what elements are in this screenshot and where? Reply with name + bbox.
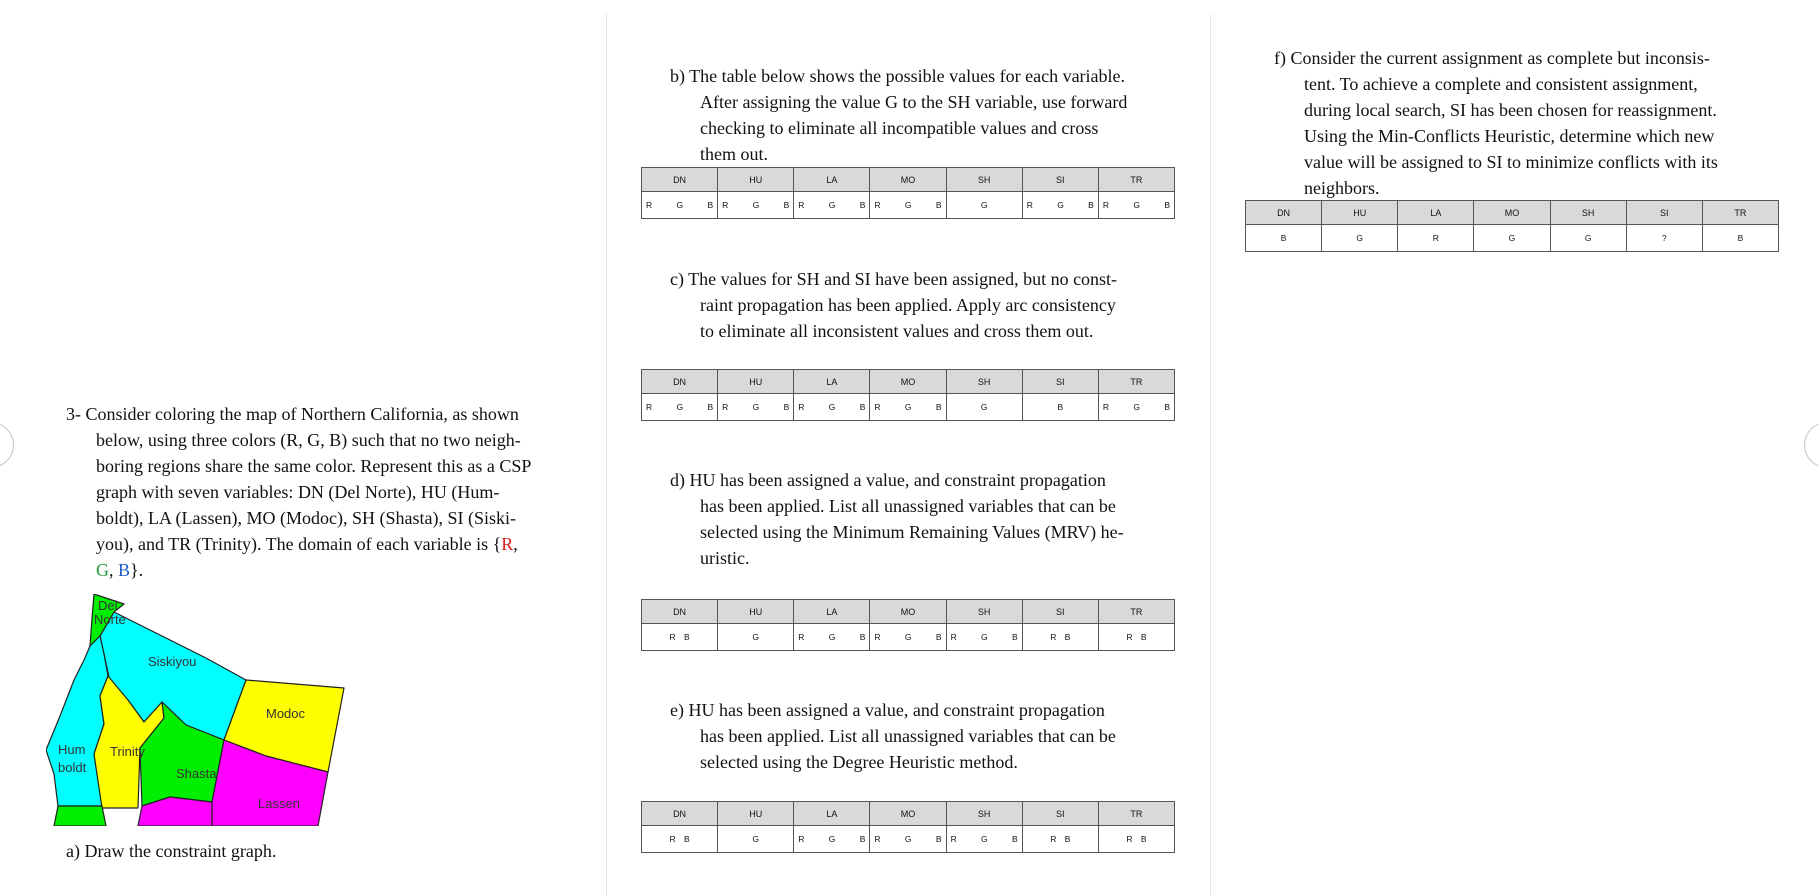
question-line-3: boring regions share the same color. Represent this as a CSP	[96, 456, 532, 476]
table-c-cell-la[interactable]: R G B	[794, 394, 870, 421]
part-f-line-1: f) Consider the current assignment as complete but inconsis-	[1274, 48, 1710, 68]
table-d-col-mo: MO	[870, 600, 946, 624]
map-region-mendocino-strip	[54, 806, 106, 826]
part-b-line-2: After assigning the value G to the SH variable, use forward	[700, 92, 1128, 112]
table-e-cell-la[interactable]: R G B	[794, 826, 870, 853]
table-d-cell-sh[interactable]: R G B	[946, 624, 1022, 651]
table-b-cell-hu[interactable]: R G B	[718, 192, 794, 219]
part-c-line-3: to eliminate all inconsistent values and cross them out.	[700, 321, 1094, 341]
domain-table-b	[641, 167, 1175, 219]
table-c-cell-hu[interactable]: R G B	[718, 394, 794, 421]
table-b-cell-si[interactable]: R G B	[1022, 192, 1098, 219]
table-d-cell-si[interactable]: R B	[1022, 624, 1098, 651]
table-b-col-hu: HU	[718, 168, 794, 192]
map-label-shasta: Shasta	[176, 766, 217, 781]
part-e-line-2: has been applied. List all unassigned variables that can be	[700, 726, 1116, 746]
part-f-text	[1274, 45, 1778, 201]
domain-value-b: B	[118, 560, 131, 580]
part-c-line-1: c) The values for SH and SI have been assigned, but no const-	[670, 269, 1118, 289]
domain-table-d	[641, 599, 1175, 651]
page-divider-2	[1210, 14, 1211, 896]
domain-value-r: R	[501, 534, 514, 554]
part-d-line-1: d) HU has been assigned a value, and constraint propagation	[670, 470, 1106, 490]
table-c-cell-tr[interactable]: R G B	[1098, 394, 1174, 421]
table-e-col-si: SI	[1022, 802, 1098, 826]
table-e-col-la: LA	[794, 802, 870, 826]
page-divider-1	[606, 14, 607, 896]
question-line-7	[66, 557, 572, 583]
part-c-line-2: raint propagation has been applied. Apply arc consistency	[700, 295, 1116, 315]
table-f-col-hu: HU	[1322, 201, 1398, 225]
table-b-cell-sh[interactable]: G	[946, 192, 1022, 219]
domain-separator-1: ,	[513, 534, 518, 554]
map-label-humboldt-2: boldt	[58, 760, 87, 775]
part-e-line-3: selected using the Degree Heuristic method.	[700, 752, 1018, 772]
assignment-table-f	[1245, 200, 1779, 252]
table-d-cell-dn[interactable]: R B	[642, 624, 718, 651]
map-label-humboldt-1: Hum	[58, 742, 86, 757]
table-f-col-mo: MO	[1474, 201, 1550, 225]
table-c-col-tr: TR	[1098, 370, 1174, 394]
table-b-col-sh: SH	[946, 168, 1022, 192]
question-line-2: below, using three colors (R, G, B) such that no two neigh-	[96, 430, 521, 450]
table-d-col-sh: SH	[946, 600, 1022, 624]
part-e-line-1: e) HU has been assigned a value, and constraint propagation	[670, 700, 1105, 720]
map-label-del-norte-2: Norte	[94, 612, 126, 627]
part-d-text	[670, 467, 1174, 571]
table-f-cell-mo[interactable]: G	[1474, 225, 1550, 252]
table-d-cell-mo[interactable]: R G B	[870, 624, 946, 651]
table-b-cell-tr[interactable]: R G B	[1098, 192, 1174, 219]
table-b-cell-la[interactable]: R G B	[794, 192, 870, 219]
table-b-col-mo: MO	[870, 168, 946, 192]
table-e-cell-dn[interactable]: R B	[642, 826, 718, 853]
table-f-cell-sh[interactable]: G	[1550, 225, 1626, 252]
table-d-col-hu: HU	[718, 600, 794, 624]
domain-table-c	[641, 369, 1175, 421]
table-f-col-tr: TR	[1702, 201, 1778, 225]
table-d-header-row	[642, 600, 1175, 624]
northern-california-map	[46, 594, 346, 826]
part-d-line-2: has been applied. List all unassigned variables that can be	[700, 496, 1116, 516]
table-c-col-si: SI	[1022, 370, 1098, 394]
table-d-col-si: SI	[1022, 600, 1098, 624]
part-f-line-5: value will be assigned to SI to minimize conflicts with its	[1304, 152, 1718, 172]
part-a-line: a) Draw the constraint graph.	[66, 841, 277, 861]
table-e-cell-hu[interactable]: G	[718, 826, 794, 853]
table-c-cell-dn[interactable]: R G B	[642, 394, 718, 421]
map-label-trinity: Trinity	[110, 744, 145, 759]
part-d-line-4: uristic.	[700, 548, 750, 568]
next-page-button[interactable]	[1804, 422, 1818, 468]
table-e-col-sh: SH	[946, 802, 1022, 826]
table-e-cell-mo[interactable]: R G B	[870, 826, 946, 853]
question-line-5: boldt), LA (Lassen), MO (Modoc), SH (Shasta), SI (Siski-	[96, 508, 516, 528]
question-line-6	[66, 531, 572, 557]
table-b-cell-dn[interactable]: R G B	[642, 192, 718, 219]
table-d-cell-la[interactable]: R G B	[794, 624, 870, 651]
table-b-col-la: LA	[794, 168, 870, 192]
table-e-value-row	[642, 826, 1175, 853]
table-f-cell-la[interactable]: R	[1398, 225, 1474, 252]
table-f-col-sh: SH	[1550, 201, 1626, 225]
table-c-col-sh: SH	[946, 370, 1022, 394]
table-e-cell-si[interactable]: R B	[1022, 826, 1098, 853]
table-c-col-hu: HU	[718, 370, 794, 394]
table-b-col-tr: TR	[1098, 168, 1174, 192]
table-f-col-la: LA	[1398, 201, 1474, 225]
table-d-col-tr: TR	[1098, 600, 1174, 624]
map-label-siskiyou: Siskiyou	[148, 654, 197, 669]
part-d-line-3: selected using the Minimum Remaining Values (MRV) he-	[700, 522, 1124, 542]
table-c-col-dn: DN	[642, 370, 718, 394]
table-f-cell-hu[interactable]: G	[1322, 225, 1398, 252]
question-line-6-text: you), and TR (Trinity). The domain of each variable is {	[96, 534, 502, 554]
table-f-value-row	[1246, 225, 1779, 252]
table-d-col-dn: DN	[642, 600, 718, 624]
table-c-cell-mo[interactable]: R G B	[870, 394, 946, 421]
table-e-cell-tr[interactable]: R B	[1098, 826, 1174, 853]
table-c-cell-sh[interactable]: G	[946, 394, 1022, 421]
table-f-col-si: SI	[1626, 201, 1702, 225]
table-f-cell-si[interactable]: ?	[1626, 225, 1702, 252]
table-c-col-la: LA	[794, 370, 870, 394]
question-3-text	[66, 401, 572, 583]
table-e-col-mo: MO	[870, 802, 946, 826]
table-e-col-hu: HU	[718, 802, 794, 826]
table-b-col-dn: DN	[642, 168, 718, 192]
part-b-line-3: checking to eliminate all incompatible values and cross	[700, 118, 1099, 138]
table-f-col-dn: DN	[1246, 201, 1322, 225]
table-d-cell-tr[interactable]: R B	[1098, 624, 1174, 651]
table-e-header-row	[642, 802, 1175, 826]
domain-close: }.	[130, 560, 144, 580]
table-f-cell-dn[interactable]: B	[1246, 225, 1322, 252]
table-b-col-si: SI	[1022, 168, 1098, 192]
map-label-modoc: Modoc	[266, 706, 306, 721]
table-e-col-dn: DN	[642, 802, 718, 826]
part-f-line-6: neighbors.	[1304, 178, 1380, 198]
table-d-cell-hu[interactable]: G	[718, 624, 794, 651]
table-c-col-mo: MO	[870, 370, 946, 394]
table-c-cell-si[interactable]: B	[1022, 394, 1098, 421]
question-line-1: 3- Consider coloring the map of Northern California, as shown	[66, 404, 519, 424]
table-b-value-row	[642, 192, 1175, 219]
part-f-line-2: tent. To achieve a complete and consistent assignment,	[1304, 74, 1698, 94]
table-e-cell-sh[interactable]: R G B	[946, 826, 1022, 853]
table-e-col-tr: TR	[1098, 802, 1174, 826]
part-b-text	[670, 63, 1174, 167]
table-b-cell-mo[interactable]: R G B	[870, 192, 946, 219]
map-label-lassen: Lassen	[258, 796, 300, 811]
domain-value-g: G	[96, 560, 109, 580]
table-f-cell-tr[interactable]: B	[1702, 225, 1778, 252]
part-a-text	[66, 838, 466, 864]
question-line-4: graph with seven variables: DN (Del Norte), HU (Hum-	[96, 482, 500, 502]
table-c-header-row	[642, 370, 1175, 394]
part-f-line-4: Using the Min-Conflicts Heuristic, determine which new	[1304, 126, 1715, 146]
table-d-value-row	[642, 624, 1175, 651]
part-e-text	[670, 697, 1174, 775]
map-label-del-norte-1: Del	[98, 598, 118, 613]
domain-table-e	[641, 801, 1175, 853]
table-f-header-row	[1246, 201, 1779, 225]
table-d-col-la: LA	[794, 600, 870, 624]
part-f-line-3: during local search, SI has been chosen for reassignment.	[1304, 100, 1717, 120]
table-b-header-row	[642, 168, 1175, 192]
table-c-value-row	[642, 394, 1175, 421]
part-b-line-4: them out.	[700, 144, 768, 164]
domain-separator-2: ,	[109, 560, 118, 580]
part-c-text	[670, 266, 1174, 344]
part-b-line-1: b) The table below shows the possible values for each variable.	[670, 66, 1126, 86]
